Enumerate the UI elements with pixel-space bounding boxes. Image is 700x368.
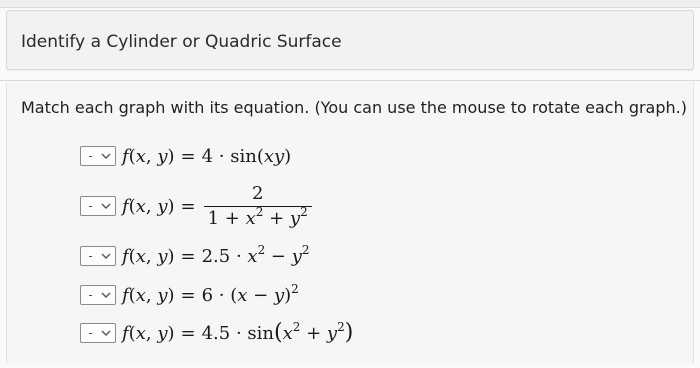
chevron-down-icon	[100, 201, 112, 211]
equation-5: f(x, y) = $4.5 \cdot \sin(x^2 + y^2)$	[122, 320, 354, 345]
answer-dropdown-3[interactable]	[80, 246, 116, 266]
instructions-text: Match each graph with its equation. (You can use the mouse to rotate each graph.)	[21, 98, 687, 117]
equation-lhs: f(x, y)	[122, 284, 175, 306]
divider	[0, 80, 700, 81]
equation-rhs: $4.5 \cdot \sin(x^2 + y^2)$	[201, 320, 354, 345]
top-edge	[0, 0, 700, 8]
dropdown-value: -	[88, 199, 93, 213]
equation-1: f(x, y) = 4 · sin(xy)	[122, 145, 292, 167]
equation-lhs: f(x, y)	[122, 145, 175, 167]
page-title: Identify a Cylinder or Quadric Surface	[21, 32, 342, 52]
equation-lhs: f(x, y)	[122, 245, 175, 267]
chevron-down-icon	[100, 151, 112, 161]
answer-dropdown-1[interactable]	[80, 146, 116, 166]
dropdown-value: -	[88, 288, 93, 302]
fraction-numerator: 2	[251, 182, 264, 204]
fraction	[204, 184, 312, 229]
answer-dropdown-4[interactable]	[80, 285, 116, 305]
equation-row-5	[80, 319, 353, 347]
title-panel	[6, 10, 694, 70]
equation-row-2	[80, 183, 312, 229]
equation-row-3	[80, 242, 310, 270]
equation-3: f(x, y) = $2.5 \cdot x^2 - y^2$	[122, 242, 310, 267]
equation-lhs: f(x, y)	[122, 195, 175, 217]
equation-lhs: f(x, y)	[122, 322, 175, 344]
equation-2: f(x, y) = $\frac{2}{1 + x^2 + y^2}$	[122, 184, 312, 229]
equation-4: f(x, y) = $6 \cdot (x - y)^2$	[122, 281, 299, 306]
dropdown-value: -	[88, 149, 93, 163]
equation-row-4	[80, 281, 299, 309]
fraction-denominator: $1 + x^2 + y^2$	[207, 204, 308, 229]
equation-rhs: $2.5 \cdot x^2 - y^2$	[201, 242, 310, 267]
equation-row-1	[80, 142, 291, 170]
equation-rhs: $6 \cdot (x - y)^2$	[201, 281, 299, 306]
equation-rhs: 4 · sin(xy)	[201, 145, 292, 167]
answer-dropdown-5[interactable]	[80, 323, 116, 343]
chevron-down-icon	[100, 251, 112, 261]
chevron-down-icon	[100, 328, 112, 338]
answer-dropdown-2[interactable]	[80, 196, 116, 216]
dropdown-value: -	[88, 249, 93, 263]
dropdown-value: -	[88, 326, 93, 340]
chevron-down-icon	[100, 290, 112, 300]
